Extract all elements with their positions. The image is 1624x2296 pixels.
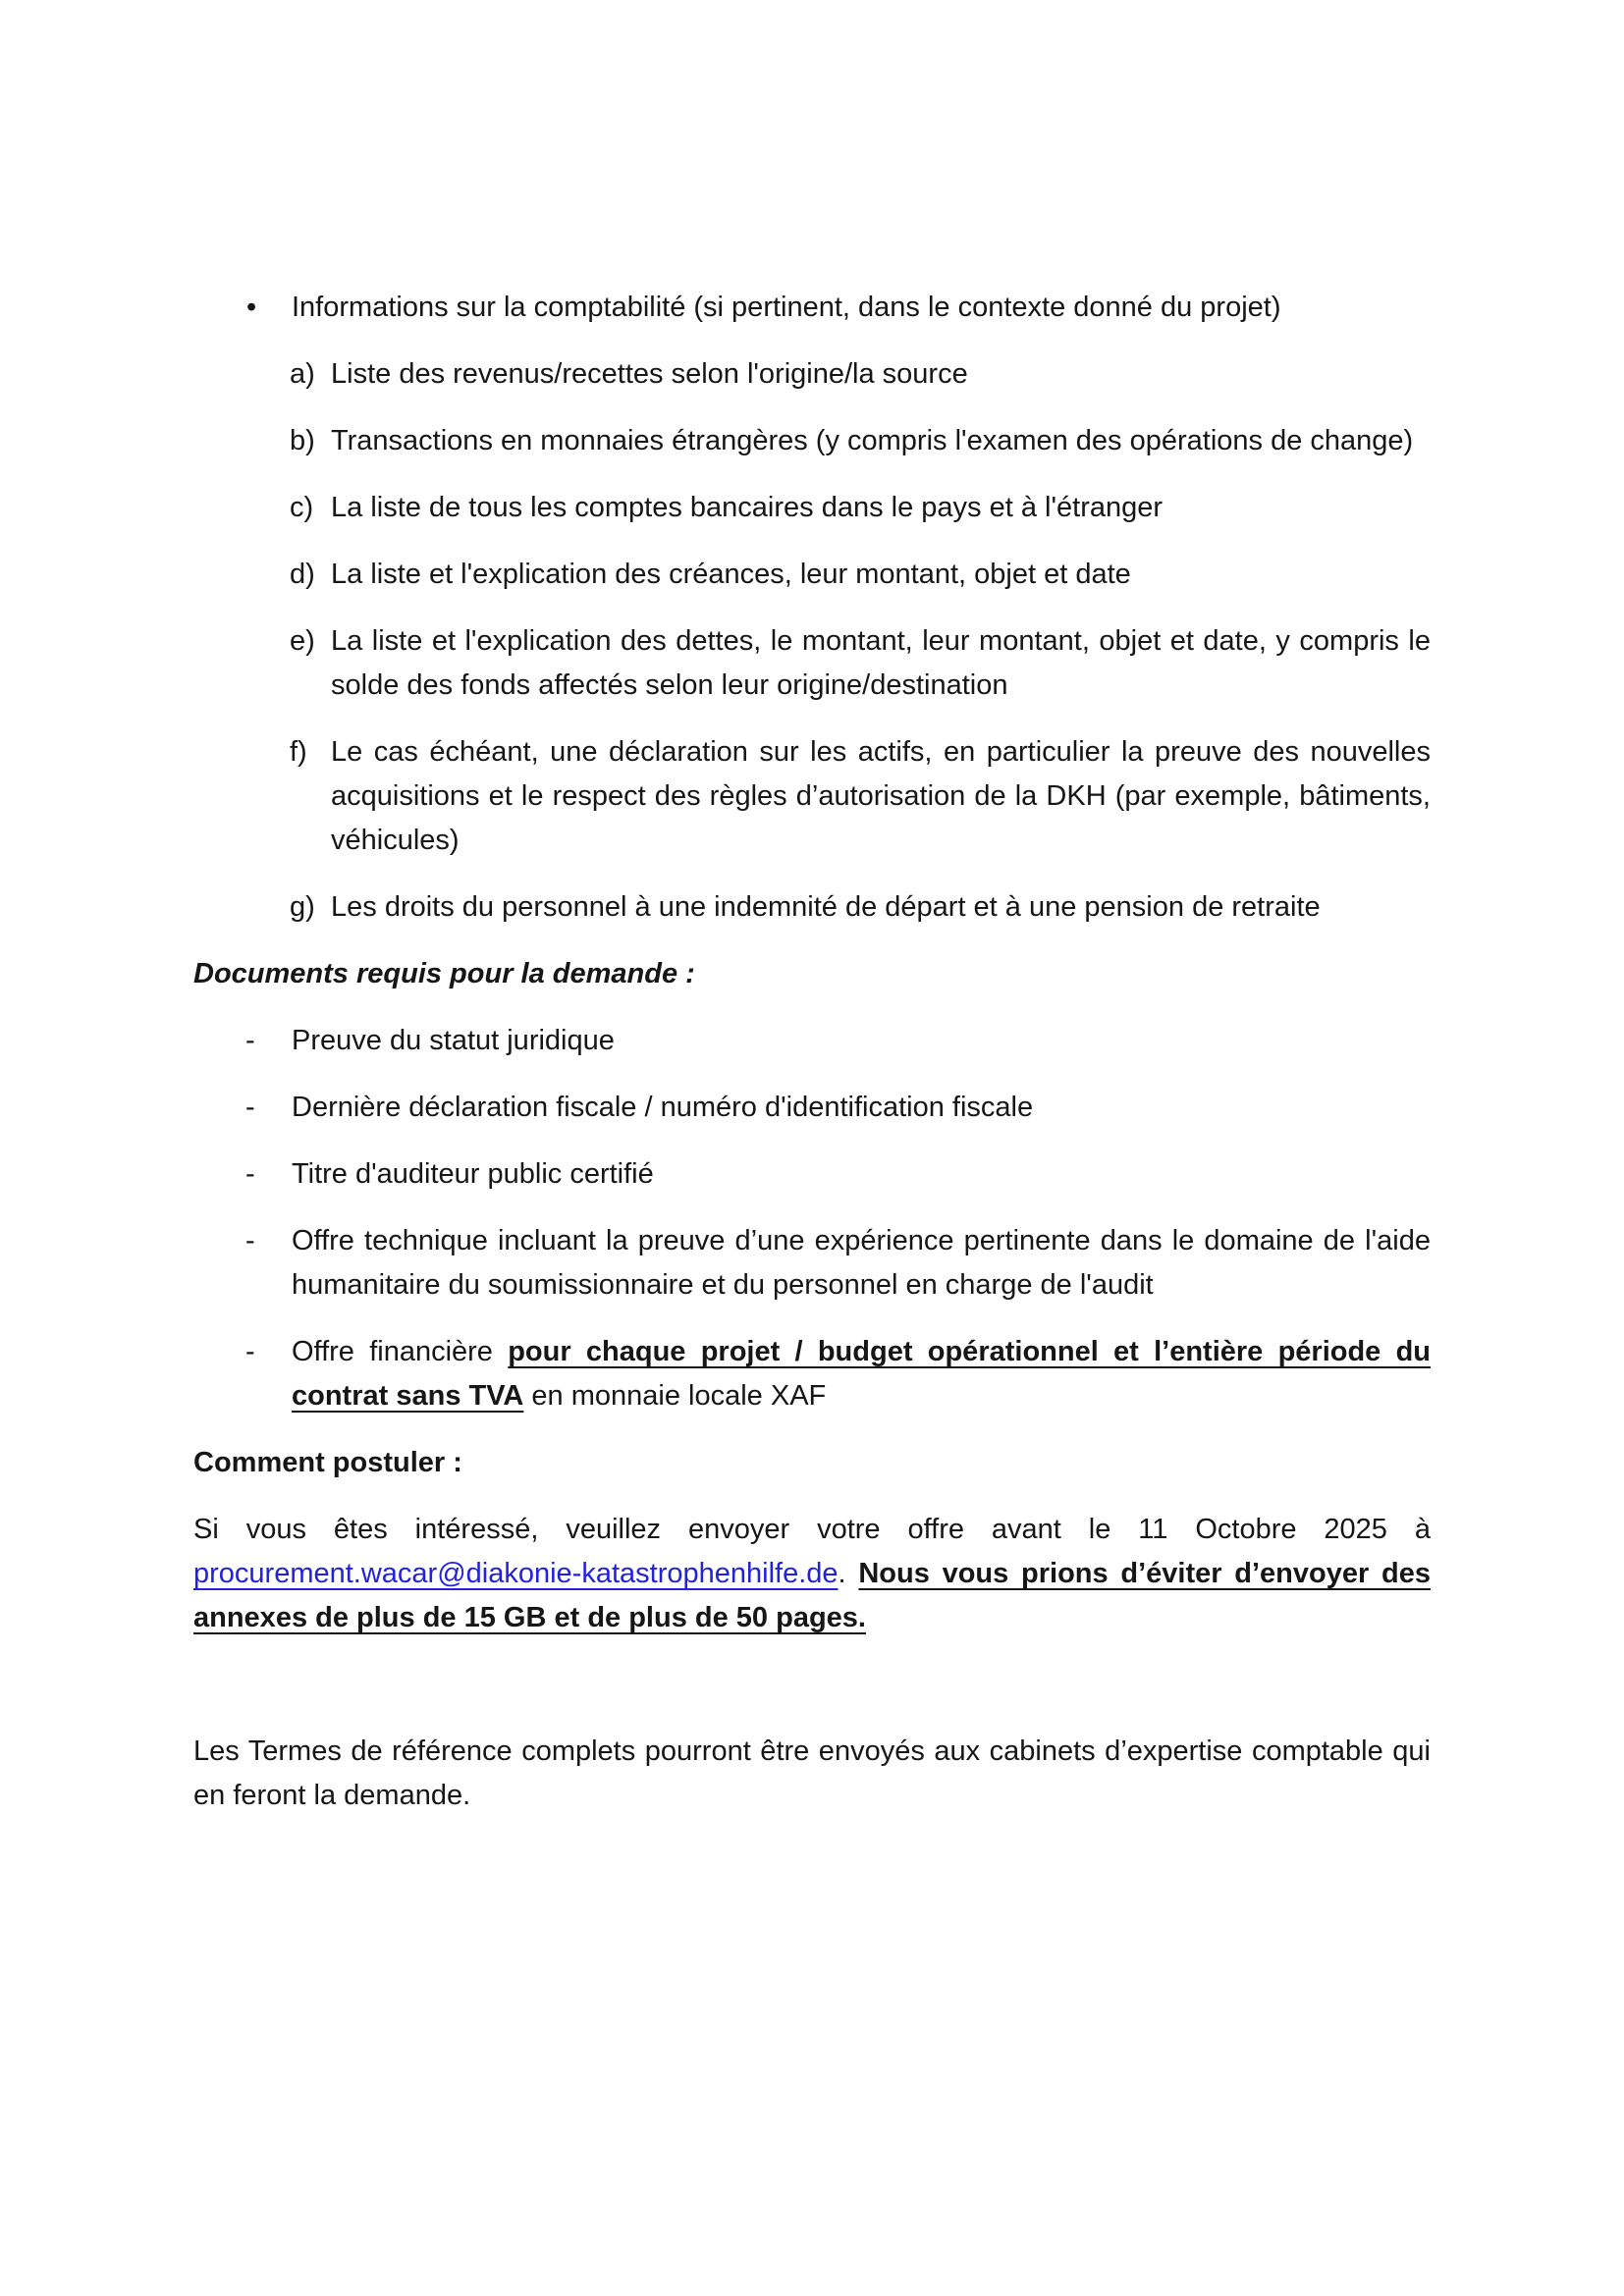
alpha-label-d: d) xyxy=(290,559,315,590)
apply-text-before-link: Si vous êtes intéressé, veuillez envoyer votre offre avant le 11 Octobre 2025 à xyxy=(193,1514,1431,1545)
alpha-item-b xyxy=(193,419,1431,463)
dash-text-offre-financiere-end: en monnaie locale XAF xyxy=(523,1380,827,1412)
dash-item-offre-technique xyxy=(193,1219,1431,1308)
apply-paragraph xyxy=(193,1508,1431,1640)
alpha-label-c: c) xyxy=(290,492,314,523)
alpha-text-f: Le cas échéant, une déclaration sur les actifs, en particulier la preuve des nouvelles acquisitions et le respect des règles d’autorisation de la DKH (par exemple, bâtiments, véhicules) xyxy=(331,736,1431,856)
alpha-text-e: La liste et l'explication des dettes, le montant, leur montant, objet et date, y compris le solde des fonds affectés selon leur origine/destination xyxy=(331,625,1431,701)
section-heading-documents-requis: Documents requis pour la demande : xyxy=(193,958,695,989)
bullet-marker: • xyxy=(246,292,257,323)
dash-item-declaration-fiscale xyxy=(193,1086,1431,1130)
apply-text-bold-warning: Nous vous prions d’éviter d’envoyer des annexes de plus de 15 GB et de plus de 50 pages. xyxy=(193,1558,1431,1633)
alpha-label-f: f) xyxy=(290,736,307,768)
dash-item-statut-juridique xyxy=(193,1019,1431,1063)
alpha-text-c: La liste de tous les comptes bancaires dans le pays et à l'étranger xyxy=(331,492,1164,523)
alpha-label-a: a) xyxy=(290,358,315,390)
alpha-label-g: g) xyxy=(290,891,315,923)
bullet-item-comptabilite xyxy=(193,286,1431,330)
alpha-item-d xyxy=(193,553,1431,597)
dash-item-offre-financiere xyxy=(193,1330,1431,1418)
dash-marker: - xyxy=(245,1025,255,1056)
email-link[interactable]: procurement.wacar@diakonie-katastrophenhilfe.de xyxy=(193,1558,839,1589)
alpha-label-e: e) xyxy=(290,625,315,657)
alpha-item-g xyxy=(193,885,1431,930)
alpha-text-a: Liste des revenus/recettes selon l'origine/la source xyxy=(331,358,968,390)
dash-text-statut-juridique: Preuve du statut juridique xyxy=(292,1025,615,1056)
dash-marker: - xyxy=(245,1092,255,1123)
alpha-text-b: Transactions en monnaies étrangères (y compris l'examen des opérations de change) xyxy=(331,425,1414,456)
alpha-text-g: Les droits du personnel à une indemnité de départ et à une pension de retraite xyxy=(331,891,1321,923)
dash-text-offre-technique: Offre technique incluant la preuve d’une expérience pertinente dans le domaine de l'aide humanitaire du soumissionnaire et du personnel en charge de l'audit xyxy=(292,1225,1431,1301)
closing-paragraph: Les Termes de référence complets pourront être envoyés aux cabinets d’expertise comptable qui en feront la demande. xyxy=(193,1735,1431,1811)
alpha-item-a xyxy=(193,352,1431,397)
bullet-item-text: Informations sur la comptabilité (si pertinent, dans le contexte donné du projet) xyxy=(292,292,1281,323)
dash-marker: - xyxy=(245,1225,255,1256)
apply-text-after-link: . xyxy=(838,1558,859,1589)
dash-text-offre-financiere-start: Offre financière xyxy=(292,1336,509,1367)
section-heading-comment-postuler: Comment postuler : xyxy=(193,1447,462,1478)
alpha-item-e xyxy=(193,619,1431,708)
alpha-item-f xyxy=(193,730,1431,863)
dash-marker: - xyxy=(245,1158,255,1190)
alpha-label-b: b) xyxy=(290,425,315,456)
alpha-text-d: La liste et l'explication des créances, leur montant, objet et date xyxy=(331,559,1131,590)
dash-text-titre-auditeur: Titre d'auditeur public certifié xyxy=(292,1158,654,1190)
blank-line xyxy=(193,1663,1431,1707)
dash-marker: - xyxy=(245,1336,255,1367)
dash-text-offre-financiere-bold: pour chaque projet / budget opérationnel et l’entière période du contrat sans TVA xyxy=(292,1336,1431,1412)
dash-text-declaration-fiscale: Dernière déclaration fiscale / numéro d'identification fiscale xyxy=(292,1092,1034,1123)
dash-item-titre-auditeur xyxy=(193,1152,1431,1197)
alpha-item-c xyxy=(193,486,1431,530)
